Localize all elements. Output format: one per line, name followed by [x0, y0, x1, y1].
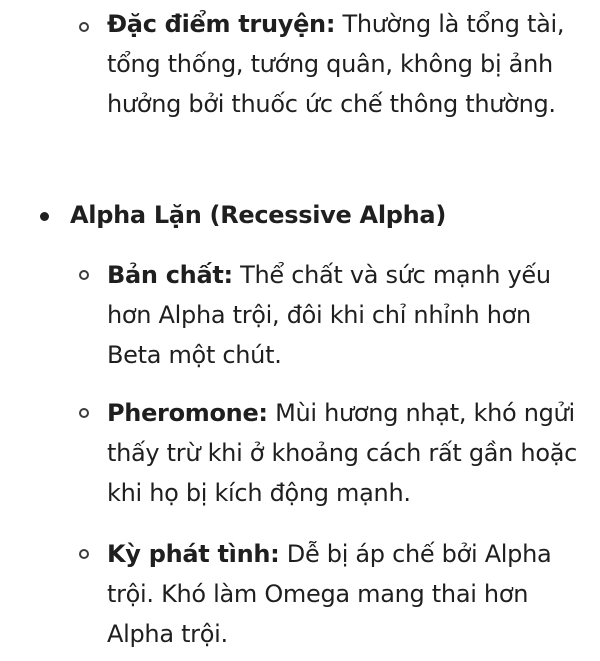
list-item-text: [107, 534, 577, 654]
list-item-text: [107, 393, 577, 513]
item-body: Dễ bị áp chế bởi Alpha trội. Khó làm Omega mang thai hơn Alpha trội.: [107, 540, 552, 648]
item-label: Kỳ phát tình:: [107, 540, 280, 568]
section-heading-text: Alpha Lặn (Recessive Alpha): [70, 201, 446, 229]
item-body: Mùi hương nhạt, khó ngửi thấy trừ khi ở khoảng cách rất gần hoặc khi họ bị kích động mạnh.: [107, 399, 577, 507]
list-item-text: [107, 4, 577, 124]
item-label: Đặc điểm truyện:: [107, 10, 336, 38]
filled-bullet-icon: [40, 212, 49, 221]
item-label: Bản chất:: [107, 261, 233, 289]
list-item-text: [107, 255, 577, 375]
hollow-bullet-icon: [79, 22, 89, 32]
hollow-bullet-icon: [79, 549, 89, 559]
item-body: Thể chất và sức mạnh yếu hơn Alpha trội, đôi khi chỉ nhỉnh hơn Beta một chút.: [107, 261, 551, 369]
item-body: Thường là tổng tài, tổng thống, tướng quân, không bị ảnh hưởng bởi thuốc ức chế thông thường.: [107, 10, 565, 118]
item-label: Pheromone:: [107, 399, 268, 427]
hollow-bullet-icon: [79, 270, 89, 280]
hollow-bullet-icon: [79, 408, 89, 418]
